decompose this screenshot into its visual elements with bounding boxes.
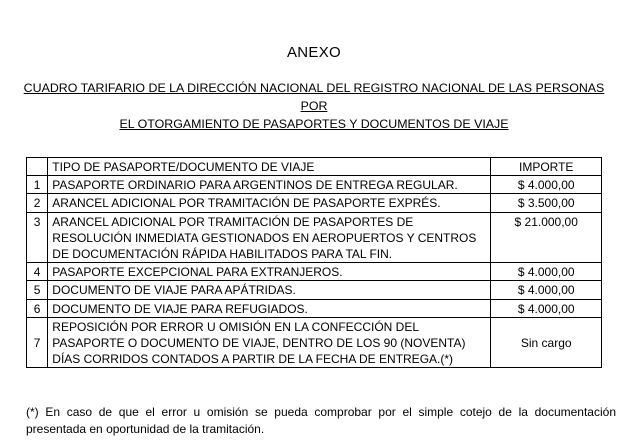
- row-description: [48, 317, 491, 368]
- row-number: 7: [27, 317, 48, 368]
- table-row: [27, 194, 602, 212]
- row-description: [48, 281, 491, 299]
- row-amount: Sin cargo: [491, 317, 602, 368]
- table-row: [27, 263, 602, 281]
- table-header-row: [27, 158, 602, 176]
- description-line: PASAPORTE ORDINARIO PARA ARGENTINOS DE ENTREGA REGULAR.: [52, 178, 458, 193]
- description-line: ARANCEL ADICIONAL POR TRAMITACIÓN DE PASAPORTE EXPRÉS.: [52, 196, 441, 211]
- row-amount: $ 4.000,00: [491, 176, 602, 194]
- description-line: RESOLUCIÓN INMEDIATA GESTIONADOS EN AEROPUERTOS Y CENTROS: [52, 230, 477, 245]
- row-description: [48, 176, 491, 194]
- tariff-table: [26, 157, 602, 368]
- row-amount: $ 4.000,00: [491, 281, 602, 299]
- description-line: PASAPORTE EXCEPCIONAL PARA EXTRANJEROS.: [52, 265, 343, 280]
- table-caption: [14, 79, 614, 133]
- caption-line-2: EL OTORGAMIENTO DE PASAPORTES Y DOCUMENTOS DE VIAJE: [119, 117, 509, 131]
- caption-line-1: CUADRO TARIFARIO DE LA DIRECCIÓN NACIONAL DEL REGISTRO NACIONAL DE LAS PERSONAS POR: [23, 81, 605, 113]
- row-description: [48, 299, 491, 317]
- table-row: [27, 299, 602, 317]
- row-number: 5: [27, 281, 48, 299]
- row-description: [48, 212, 491, 263]
- description-line: ARANCEL ADICIONAL POR TRAMITACIÓN DE PASAPORTES DE: [52, 214, 414, 229]
- row-description: [48, 194, 491, 212]
- row-amount: $ 21.000,00: [491, 212, 602, 263]
- footnote: (*) En caso de que el error u omisión se pueda comprobar por el simple cotejo de la documentación presentada en oportunidad de la tramitación.: [26, 405, 616, 436]
- row-number: 1: [27, 176, 48, 194]
- page-title: ANEXO: [286, 44, 341, 61]
- description-line: DE DOCUMENTACIÓN RÁPIDA HABILITADOS PARA TAL FIN.: [52, 247, 393, 262]
- row-amount: $ 3.500,00: [491, 194, 602, 212]
- header-amount-cell: IMPORTE: [491, 158, 602, 176]
- row-amount: $ 4.000,00: [491, 299, 602, 317]
- table-row: [27, 317, 602, 368]
- description-line: PASAPORTE O DOCUMENTO DE VIAJE, DENTRO DE LOS 90 (NOVENTA): [52, 336, 466, 351]
- row-description: [48, 263, 491, 281]
- table-row: [27, 176, 602, 194]
- row-number: 3: [27, 212, 48, 263]
- header-type-cell: TIPO DE PASAPORTE/DOCUMENTO DE VIAJE: [48, 158, 491, 176]
- description-line: REPOSICIÓN POR ERROR U OMISIÓN EN LA CONFECCIÓN DEL: [52, 319, 420, 334]
- row-amount: $ 4.000,00: [491, 263, 602, 281]
- table-row: [27, 281, 602, 299]
- row-number: 4: [27, 263, 48, 281]
- header-number-cell: [27, 158, 48, 176]
- description-line: DOCUMENTO DE VIAJE PARA APÁTRIDAS.: [52, 283, 296, 298]
- row-number: 6: [27, 299, 48, 317]
- description-line: DÍAS CORRIDOS CONTADOS A PARTIR DE LA FECHA DE ENTREGA.(*): [52, 352, 454, 367]
- description-line: DOCUMENTO DE VIAJE PARA REFUGIADOS.: [52, 301, 308, 316]
- table-row: [27, 212, 602, 263]
- row-number: 2: [27, 194, 48, 212]
